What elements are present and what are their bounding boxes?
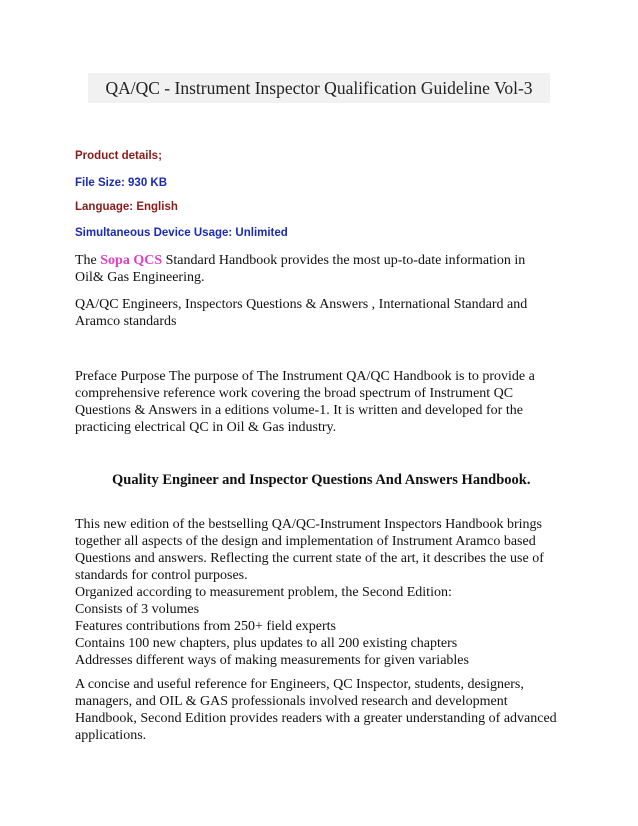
concise-paragraph xyxy=(75,676,565,744)
intro-paragraph xyxy=(75,252,565,286)
preface-line: practicing electrical QC in Oil & Gas industry. xyxy=(75,420,337,435)
product-details-label: Product details; xyxy=(75,150,162,162)
preface-line: comprehensive reference work covering the broad spectrum of Instrument QC xyxy=(75,386,514,401)
preface-line: Preface Purpose The purpose of The Instrument QA/QC Handbook is to provide a xyxy=(75,369,535,384)
edition-line: Features contributions from 250+ field experts xyxy=(75,619,337,634)
edition-line: Consists of 3 volumes xyxy=(75,602,200,617)
intro-line-2: Oil& Gas Engineering. xyxy=(75,270,205,285)
preface-line: Questions & Answers in a editions volume-1. It is written and developed for the xyxy=(75,403,523,418)
edition-line: together all aspects of the design and implementation of Instrument Aramco based xyxy=(75,534,536,549)
standards-line: QA/QC Engineers, Inspectors Questions & Answers , International Standard and xyxy=(75,297,528,312)
concise-line: managers, and OIL & GAS professionals involved research and development xyxy=(75,694,508,709)
concise-line: A concise and useful reference for Engineers, QC Inspector, students, designers, xyxy=(75,677,524,692)
section-heading: Quality Engineer and Inspector Questions And Answers Handbook. xyxy=(112,472,531,488)
title-banner xyxy=(88,73,550,103)
device-usage: Simultaneous Device Usage: Unlimited xyxy=(75,227,288,239)
edition-paragraph xyxy=(75,516,565,669)
language: Language: English xyxy=(75,201,178,213)
concise-line: Handbook, Second Edition provides readers with a greater understanding of advanced xyxy=(75,711,557,726)
intro-pre: The xyxy=(75,253,101,268)
edition-line: Questions and answers. Reflecting the current state of the art, it describes the use of xyxy=(75,551,544,566)
page-title: QA/QC - Instrument Inspector Qualification Guideline Vol-3 xyxy=(105,78,533,98)
standards-line: Aramco standards xyxy=(75,314,177,329)
edition-line: Organized according to measurement problem, the Second Edition: xyxy=(75,585,452,600)
brand-name: Sopa QCS xyxy=(100,253,163,268)
intro-rest: Standard Handbook provides the most up-to-date information in xyxy=(162,253,526,268)
edition-line: Addresses different ways of making measurements for given variables xyxy=(75,653,469,668)
concise-line: applications. xyxy=(75,728,147,743)
edition-line: This new edition of the bestselling QA/QC-Instrument Inspectors Handbook brings xyxy=(75,517,542,532)
edition-line: standards for control purposes. xyxy=(75,568,248,583)
standards-paragraph xyxy=(75,296,565,330)
file-size: File Size: 930 KB xyxy=(75,177,168,189)
edition-line: Contains 100 new chapters, plus updates to all 200 existing chapters xyxy=(75,636,458,651)
intro-line-1 xyxy=(75,252,565,269)
preface-paragraph xyxy=(75,368,565,436)
